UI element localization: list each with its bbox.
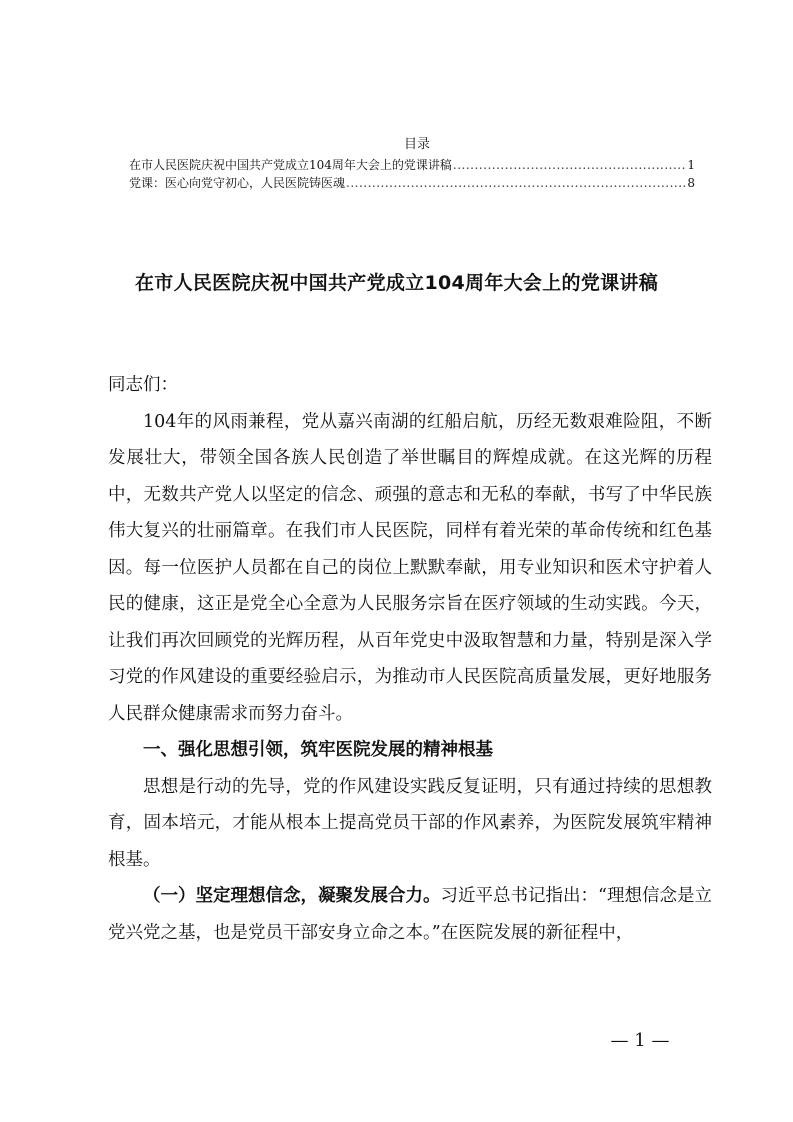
toc-entry[interactable] [129,174,695,192]
paragraph-text: 习近平总书记指出：“理想信念是立党兴党之基，也是党员干部安身立命之本。”在医院发展的新征程中， [108,886,712,943]
paragraph: 思想是行动的先导，党的作风建设实践反复证明，只有通过持续的思想教育，固本培元，才能从根本上提高党员干部的作风素养，为医院发展筑牢精神根基。 [108,776,712,870]
document-body [108,367,712,951]
toc-entry[interactable] [129,156,695,174]
salutation: 同志们： [108,375,178,395]
paragraph: 104年的风雨兼程，党从嘉兴南湖的红船启航，历经无数艰难险阻，不断发展壮大，带领全国各族人民创造了举世瞩目的辉煌成就。在这光辉的历程中，无数共产党人以坚定的信念、顽强的意志和无私的奉献，书写了中华民族伟大复兴的壮丽篇章。在我们市人民医院，同样有着光荣的革命传统和红色基因。每一位医护人员都在自己的岗位上默默奉献，用专业知识和医术守护着人民的健康，这正是党全心全意为人民服务宗旨在医疗领域的生动实践。今天，让我们再次回顾党的光辉历程，从百年党史中汲取智慧和力量，特别是深入学习党的作风建设的重要经验启示，为推动市人民医院高质量发展，更好地服务人民群众健康需求而努力奋斗。 [108,411,712,724]
table-of-contents [129,136,695,192]
document-title: 在市人民医院庆祝中国共产党成立104周年大会上的党课讲稿 [134,272,659,294]
paragraph [108,878,712,951]
toc-entry-text[interactable]: 在市人民医院庆祝中国共产党成立104周年大会上的党课讲稿 [129,158,452,172]
toc-entry-page[interactable]: 1 [687,158,695,172]
toc-entry-text[interactable]: 党课：医心向党守初心，人民医院铸医魂 [129,176,346,190]
toc-dot-leader [453,156,686,174]
toc-dot-leader [346,174,686,192]
section-heading: 一、强化思想引领，筑牢医院发展的精神根基 [143,740,493,760]
page-number: — 1 — [610,1030,670,1051]
toc-entry-page[interactable]: 8 [687,176,695,190]
toc-title: 目录 [403,137,430,152]
subsection-heading: （一）坚定理想信念，凝聚发展合力。 [143,886,441,906]
